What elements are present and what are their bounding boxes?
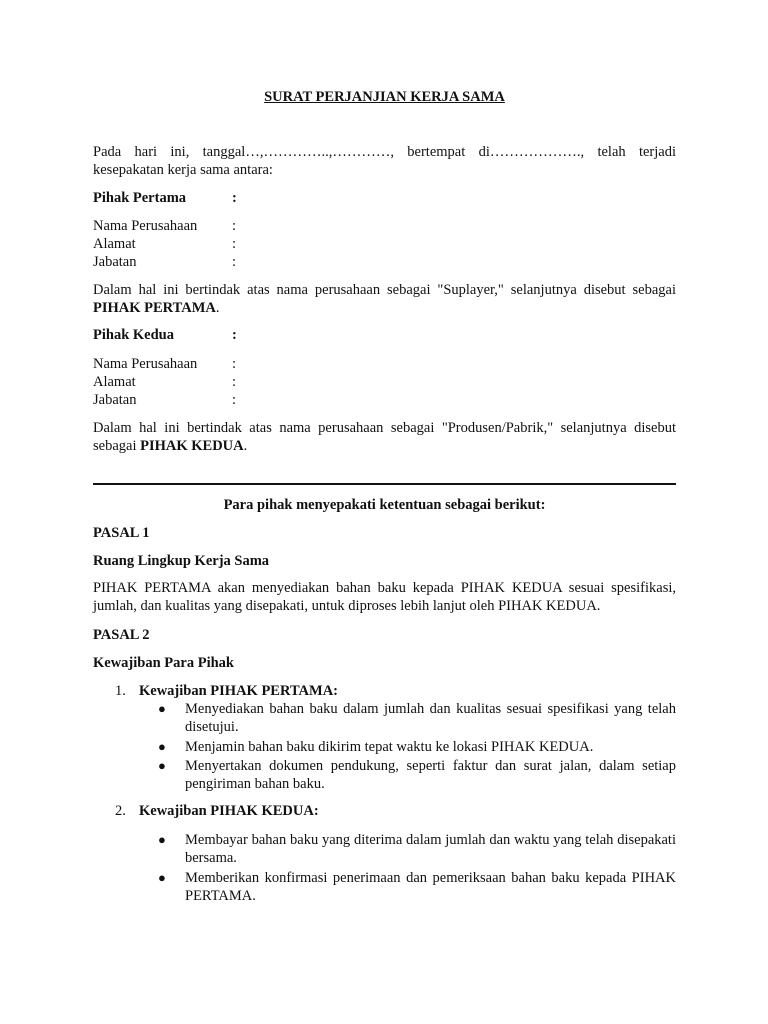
pihak-kedua-heading: Pihak Kedua : xyxy=(93,327,237,343)
bullet-item: ● Menjamin bahan baku dikirim tepat waktu ke lokasi PIHAK KEDUA. xyxy=(158,739,594,755)
pihak-pertama-heading: Pihak Pertama : xyxy=(93,190,237,206)
pasal-1-label: PASAL 1 xyxy=(93,525,150,541)
obligation-item-1 xyxy=(93,682,676,700)
bullet-item: ● Menyediakan bahan baku dalam jumlah dan kualitas sesuai spesifikasi yang telah disetujui. xyxy=(158,701,676,735)
pihak-kedua-field-alamat: Alamat : xyxy=(93,374,237,390)
obligation-item-2 xyxy=(93,802,676,820)
bullet-item: ● Menyertakan dokumen pendukung, seperti faktur dan surat jalan, dalam setiap pengiriman bahan baku. xyxy=(158,758,676,792)
pihak-pertama-field-jabatan: Jabatan : xyxy=(93,254,237,270)
pihak-kedua-field-jabatan: Jabatan : xyxy=(93,392,237,408)
horizontal-rule xyxy=(93,483,676,485)
pihak-pertama-field-nama: Nama Perusahaan : xyxy=(93,218,237,234)
pihak-kedua-field-nama: Nama Perusahaan : xyxy=(93,356,237,372)
document-page xyxy=(93,0,676,1024)
pihak-pertama-description: Dalam hal ini bertindak atas nama perusahaan sebagai "Suplayer," selanjutnya disebut sebagai PIHAK PERTAMA. xyxy=(93,282,676,316)
agreement-heading: Para pihak menyepakati ketentuan sebagai berikut: xyxy=(223,497,546,513)
intro-paragraph: Pada hari ini, tanggal…,…………..,…………, bertempat di………………., telah terjadi kesepakatan kerja sama antara: xyxy=(93,144,676,178)
bullet-icon: ● xyxy=(158,701,166,716)
pasal-1-subtitle: Ruang Lingkup Kerja Sama xyxy=(93,553,270,569)
bullet-item: ● Membayar bahan baku yang diterima dalam jumlah dan waktu yang telah disepakati bersama. xyxy=(158,832,676,866)
bullet-icon: ● xyxy=(158,739,166,754)
document-title: SURAT PERJANJIAN KERJA SAMA xyxy=(264,89,505,105)
bullet-icon: ● xyxy=(158,758,166,773)
bullet-icon: ● xyxy=(158,832,166,847)
list-number: 1. xyxy=(115,683,126,699)
bullet-icon: ● xyxy=(158,870,166,885)
list-item-label: Kewajiban PIHAK KEDUA: xyxy=(139,803,319,819)
list-item-label: Kewajiban PIHAK PERTAMA: xyxy=(139,683,338,699)
pasal-1-body: PIHAK PERTAMA akan menyediakan bahan baku kepada PIHAK KEDUA sesuai spesifikasi, jumlah, dan kualitas yang disepakati, untuk diproses lebih lanjut oleh PIHAK KEDUA. xyxy=(93,580,676,614)
pihak-kedua-description: Dalam hal ini bertindak atas nama perusahaan sebagai "Produsen/Pabrik," selanjutnya disebut sebagai PIHAK KEDUA. xyxy=(93,420,676,454)
pasal-2-subtitle: Kewajiban Para Pihak xyxy=(93,655,234,671)
pasal-2-label: PASAL 2 xyxy=(93,627,150,643)
bullet-item: ● Memberikan konfirmasi penerimaan dan pemeriksaan bahan baku kepada PIHAK PERTAMA. xyxy=(158,870,676,904)
list-number: 2. xyxy=(115,803,126,819)
pihak-pertama-field-alamat: Alamat : xyxy=(93,236,237,252)
